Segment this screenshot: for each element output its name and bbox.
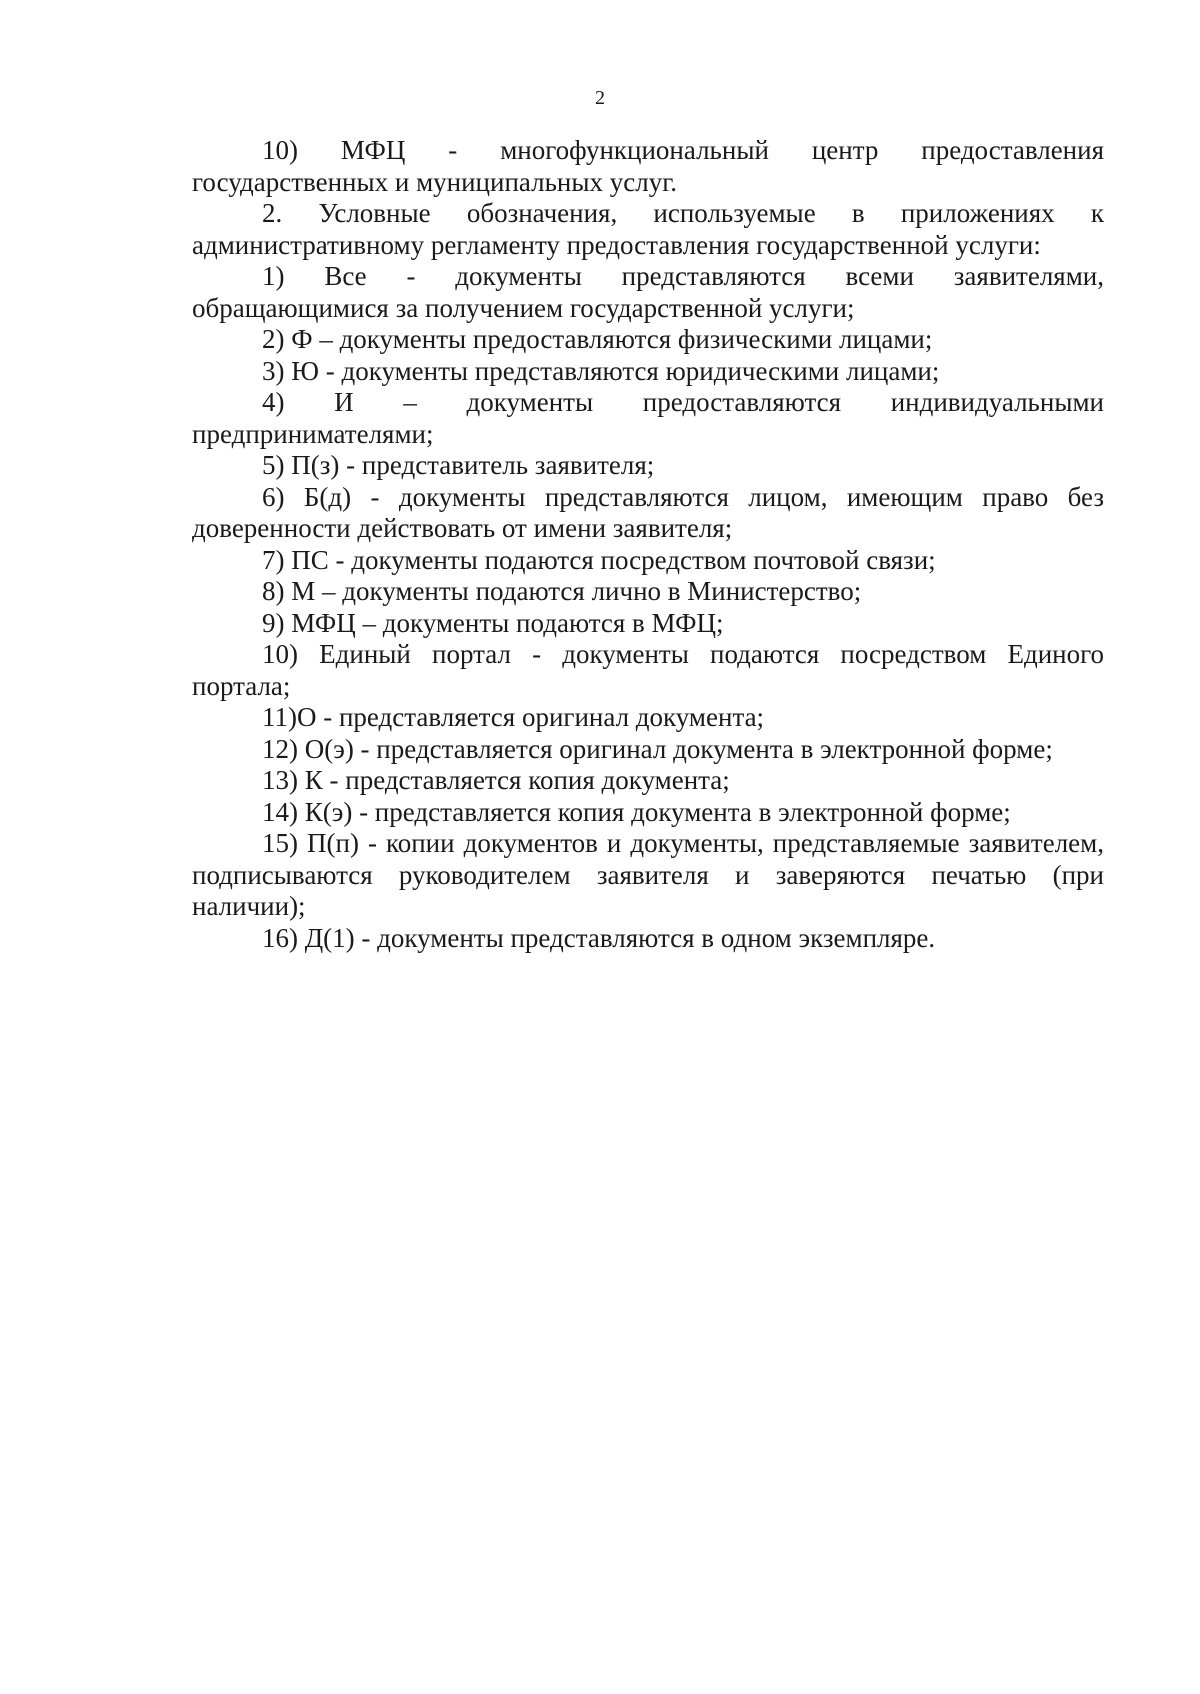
list-item-4: 4) И – документы предоставляются индивидуальными предпринимателями;: [192, 387, 1104, 449]
list-item-12: 12) О(э) - представляется оригинал документа в электронной форме;: [262, 733, 1053, 764]
list-item-11: 11)О - представляется оригинал документа;: [262, 702, 765, 732]
list-item-5: 5) П(з) - представитель заявителя;: [262, 450, 655, 480]
list-item-1: 1) Все - документы представляются всеми заявителями, обращающимися за получением государственной услуги;: [192, 261, 1104, 323]
list-item-9: 9) МФЦ – документы подаются в МФЦ;: [262, 607, 724, 638]
page-number: 2: [595, 87, 605, 109]
list-item-16: 16) Д(1) - документы представляются в одном экземпляре.: [262, 922, 936, 953]
list-item-3: 3) Ю - документы представляются юридическими лицами;: [262, 355, 940, 386]
document-body: [192, 135, 1104, 954]
paragraph-definition-mfc: 10) МФЦ - многофункциональный центр предоставления государственных и муниципальных услуг.: [192, 135, 1104, 197]
list-item-13: 13) К - представляется копия документа;: [262, 765, 730, 795]
list-item-8: 8) М – документы подаются лично в Министерство;: [262, 576, 862, 606]
list-item-7: 7) ПС - документы подаются посредством почтовой связи;: [262, 544, 936, 575]
list-item-14: 14) К(э) - представляется копия документа в электронной форме;: [262, 796, 1011, 827]
list-item-6: 6) Б(д) - документы представляются лицом, имеющим право без доверенности действовать от имени заявителя;: [192, 481, 1104, 543]
list-item-10: 10) Единый портал - документы подаются посредством Единого портала;: [192, 639, 1104, 701]
list-item-15: 15) П(п) - копии документов и документы, представляемые заявителем, подписываются руководителем заявителя и заверяются печатью (при наличии);: [192, 828, 1104, 921]
paragraph-symbols-intro: 2. Условные обозначения, используемые в приложениях к административному регламенту предоставления государственной услуги:: [192, 198, 1104, 260]
list-item-2: 2) Ф – документы предоставляются физическими лицами;: [262, 324, 933, 354]
